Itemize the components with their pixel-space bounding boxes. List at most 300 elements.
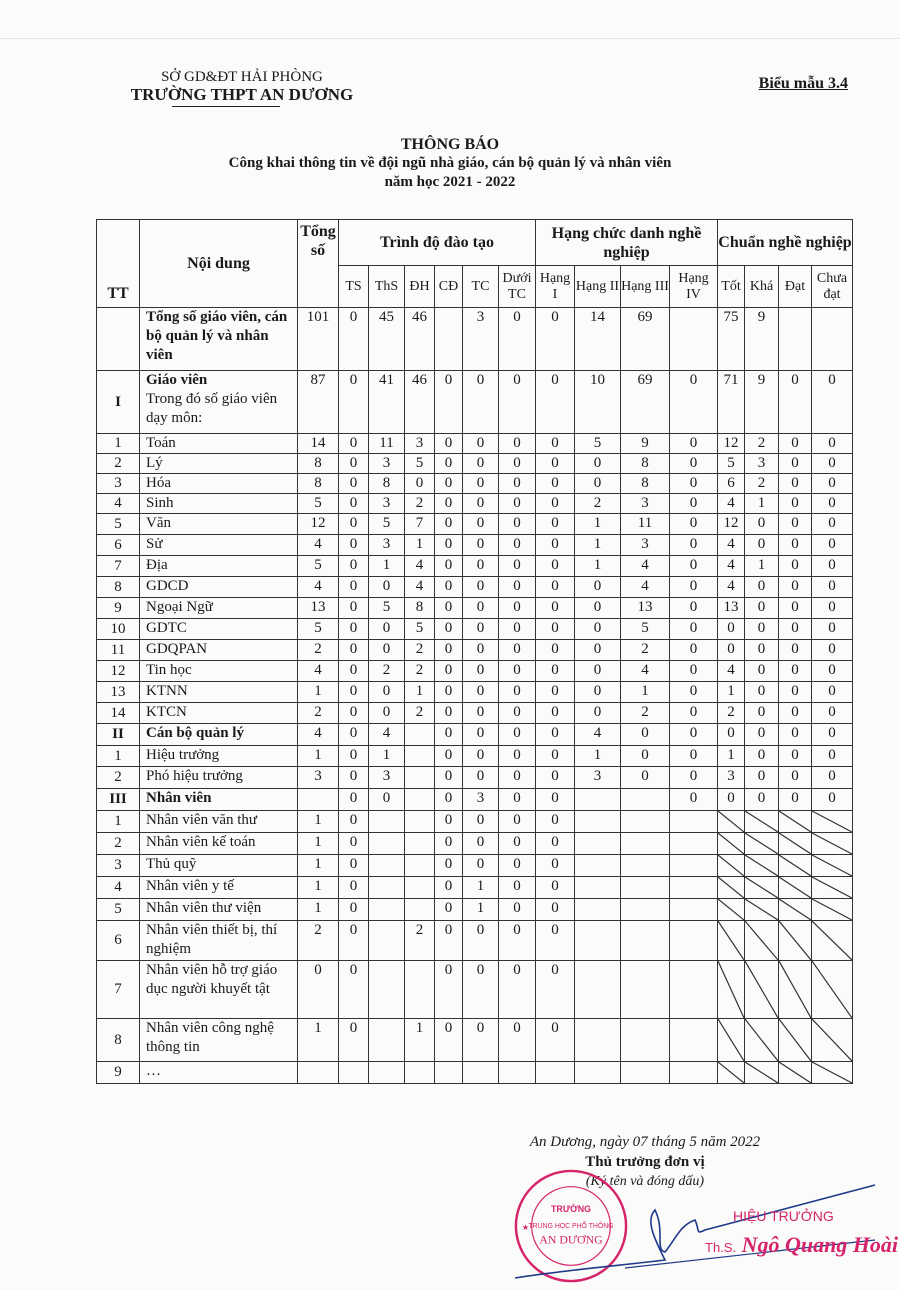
table-row [97, 833, 853, 855]
cell-value: 0 [745, 577, 779, 598]
cell-value: 0 [339, 454, 369, 474]
cell-value: 0 [779, 494, 812, 514]
strike-diagonal-icon [718, 921, 744, 960]
row-content [140, 619, 298, 640]
table-row [97, 661, 853, 682]
cell-value: 0 [745, 640, 779, 661]
row-content [140, 1062, 298, 1084]
strike-diagonal-icon [718, 855, 744, 876]
header-rank-4: Hạng IV [670, 266, 718, 308]
cell-value: 0 [536, 535, 575, 556]
cell-value: 0 [499, 703, 536, 724]
row-index: 6 [97, 921, 140, 961]
cell-value: 0 [435, 767, 463, 789]
cell-value: 0 [718, 640, 745, 661]
cell-value: 2 [405, 703, 435, 724]
cell-value: 6 [718, 474, 745, 494]
cell-value: 0 [779, 434, 812, 454]
cell-value: 14 [575, 308, 621, 371]
cell-value: 0 [575, 619, 621, 640]
cell-value: 0 [499, 661, 536, 682]
cell-value: 0 [670, 661, 718, 682]
strike-diagonal-icon [718, 1062, 744, 1083]
cell-value: 0 [463, 434, 499, 454]
cell-value: 9 [745, 371, 779, 434]
strike-diagonal-icon [812, 1019, 852, 1061]
cell-value: 0 [435, 535, 463, 556]
cell-value: 2 [405, 640, 435, 661]
cell-value: 0 [536, 619, 575, 640]
cell-value: 0 [369, 682, 405, 703]
row-content [140, 682, 298, 703]
stamp-title: HIỆU TRƯỞNG [733, 1208, 834, 1224]
table-row [97, 703, 853, 724]
cell-value: 0 [812, 789, 853, 811]
school-underline [172, 106, 280, 107]
cell-value: 13 [298, 598, 339, 619]
cell-value [405, 899, 435, 921]
cell-value: 0 [435, 1019, 463, 1062]
cell-value: 10 [575, 371, 621, 434]
table-row [97, 577, 853, 598]
cell-value: 0 [369, 619, 405, 640]
row-content [140, 661, 298, 682]
cell-value: 0 [463, 724, 499, 746]
cell-value: 0 [463, 682, 499, 703]
cell-value: 0 [745, 724, 779, 746]
cell-value: 4 [575, 724, 621, 746]
cell-value: 0 [499, 789, 536, 811]
cell-value: 0 [298, 961, 339, 1019]
cell-value: 0 [463, 556, 499, 577]
header-fail: Chưa đạt [812, 266, 853, 308]
cell-value: 3 [369, 535, 405, 556]
cell-value: 4 [621, 661, 670, 682]
cell-value: 0 [435, 661, 463, 682]
cell-value: 0 [670, 703, 718, 724]
header-below-tc: Dưới TC [499, 266, 536, 308]
row-index: 5 [97, 899, 140, 921]
header-rank-2: Hạng II [575, 266, 621, 308]
cell-value [621, 961, 670, 1019]
cell-value: 13 [621, 598, 670, 619]
table-row [97, 434, 853, 454]
row-content-label: Giáo viên [146, 372, 208, 388]
row-index: 6 [97, 535, 140, 556]
cell-value: 0 [435, 746, 463, 767]
cell-value: 0 [812, 598, 853, 619]
cell-value: 0 [779, 454, 812, 474]
cell-value [812, 855, 853, 877]
cell-value [812, 921, 853, 961]
cell-value: 0 [339, 877, 369, 899]
strike-diagonal-icon [745, 855, 778, 876]
cell-value: 2 [405, 661, 435, 682]
table-row [97, 682, 853, 703]
cell-value: 0 [499, 454, 536, 474]
cell-value: 0 [536, 961, 575, 1019]
cell-value: 0 [463, 746, 499, 767]
table-row [97, 961, 853, 1019]
cell-value: 0 [339, 640, 369, 661]
cell-value: 5 [298, 494, 339, 514]
cell-value: 4 [621, 577, 670, 598]
cell-value [405, 833, 435, 855]
cell-value: 3 [369, 767, 405, 789]
sign-note: (Ký tên và đóng dấu) [585, 1174, 705, 1189]
cell-value: 0 [536, 474, 575, 494]
row-content-label: KTNN [146, 683, 188, 699]
cell-value: 0 [670, 474, 718, 494]
cell-value [499, 1062, 536, 1084]
cell-value: 0 [812, 535, 853, 556]
cell-value: 8 [298, 474, 339, 494]
row-content-label: Sinh [146, 495, 174, 511]
cell-value: 8 [405, 598, 435, 619]
cell-value: 0 [536, 1019, 575, 1062]
cell-value: 0 [435, 371, 463, 434]
cell-value [670, 833, 718, 855]
cell-value [369, 921, 405, 961]
cell-value: 0 [779, 371, 812, 434]
cell-value: 0 [812, 767, 853, 789]
cell-value [621, 899, 670, 921]
strike-diagonal-icon [779, 921, 811, 960]
cell-value: 0 [339, 833, 369, 855]
row-content [140, 454, 298, 474]
cell-value: 0 [812, 661, 853, 682]
cell-value: 0 [499, 556, 536, 577]
cell-value: 0 [499, 494, 536, 514]
cell-value: 0 [499, 1019, 536, 1062]
row-content [140, 514, 298, 535]
cell-value: 0 [369, 789, 405, 811]
cell-value: 5 [298, 556, 339, 577]
strike-diagonal-icon [745, 833, 778, 854]
cell-value [779, 308, 812, 371]
row-content [140, 899, 298, 921]
strike-diagonal-icon [718, 899, 744, 920]
cell-value: 11 [621, 514, 670, 535]
cell-value: 0 [463, 535, 499, 556]
cell-value [718, 899, 745, 921]
cell-value: 0 [499, 619, 536, 640]
cell-value: 3 [463, 789, 499, 811]
cell-value [670, 811, 718, 833]
cell-value: 0 [779, 556, 812, 577]
cell-value: 4 [369, 724, 405, 746]
cell-value [575, 789, 621, 811]
row-content-label: GDTC [146, 620, 187, 636]
svg-text:★: ★ [521, 1222, 529, 1232]
cell-value: 0 [339, 767, 369, 789]
row-content-label: Tổng số giáo viên, cán bộ quản lý và nhân viên [146, 309, 288, 363]
cell-value: 0 [499, 598, 536, 619]
cell-value: 0 [779, 577, 812, 598]
cell-value: 0 [745, 789, 779, 811]
row-content [140, 494, 298, 514]
cell-value [621, 789, 670, 811]
cell-value: 0 [339, 921, 369, 961]
cell-value: 2 [745, 474, 779, 494]
cell-value: 0 [463, 474, 499, 494]
cell-value: 0 [779, 682, 812, 703]
strike-diagonal-icon [812, 961, 852, 1018]
cell-value: 0 [718, 724, 745, 746]
cell-value: 0 [435, 494, 463, 514]
cell-value: 0 [499, 371, 536, 434]
cell-value: 3 [575, 767, 621, 789]
row-content-label: Tin học [146, 662, 192, 678]
cell-value [779, 921, 812, 961]
table-row [97, 598, 853, 619]
cell-value: 0 [536, 877, 575, 899]
row-content [140, 767, 298, 789]
cell-value: 0 [435, 703, 463, 724]
cell-value: 1 [718, 682, 745, 703]
cell-value [745, 811, 779, 833]
cell-value: 11 [369, 434, 405, 454]
cell-value: 4 [621, 556, 670, 577]
cell-value: 1 [575, 514, 621, 535]
row-index [97, 308, 140, 371]
cell-value: 0 [745, 514, 779, 535]
table-row [97, 767, 853, 789]
row-index: 8 [97, 1019, 140, 1062]
stamp-signer [705, 1232, 898, 1258]
row-content-label: Lý [146, 455, 163, 471]
cell-value: 45 [369, 308, 405, 371]
cell-value: 0 [499, 746, 536, 767]
cell-value: 0 [435, 811, 463, 833]
cell-value: 1 [369, 556, 405, 577]
cell-value: 0 [435, 640, 463, 661]
cell-value: 0 [463, 921, 499, 961]
cell-value [718, 877, 745, 899]
cell-value: 69 [621, 371, 670, 434]
cell-value: 12 [298, 514, 339, 535]
cell-value: 0 [339, 577, 369, 598]
cell-value [369, 1019, 405, 1062]
cell-value [779, 961, 812, 1019]
table-row [97, 724, 853, 746]
cell-value: 0 [499, 682, 536, 703]
svg-text:AN DƯƠNG: AN DƯƠNG [539, 1232, 603, 1247]
row-index: 4 [97, 877, 140, 899]
cell-value: 0 [779, 767, 812, 789]
cell-value: 0 [812, 371, 853, 434]
cell-value: 0 [463, 855, 499, 877]
cell-value: 1 [575, 746, 621, 767]
department-name: SỞ GD&ĐT HẢI PHÒNG [161, 69, 323, 85]
cell-value: 0 [670, 789, 718, 811]
cell-value: 0 [575, 703, 621, 724]
cell-value: 0 [435, 833, 463, 855]
cell-value [575, 855, 621, 877]
strike-diagonal-icon [812, 855, 852, 876]
cell-value [621, 1019, 670, 1062]
row-content [140, 811, 298, 833]
row-content-label: Nhân viên kế toán [146, 834, 256, 850]
document-title [0, 135, 900, 192]
cell-value: 0 [670, 724, 718, 746]
cell-value: 1 [621, 682, 670, 703]
cell-value [405, 746, 435, 767]
cell-value: 0 [536, 703, 575, 724]
table-row [97, 308, 853, 371]
cell-value: 0 [536, 724, 575, 746]
row-content [140, 703, 298, 724]
cell-value [745, 1062, 779, 1084]
cell-value: 5 [405, 619, 435, 640]
row-index: 7 [97, 556, 140, 577]
strike-diagonal-icon [718, 961, 744, 1018]
strike-diagonal-icon [745, 1019, 778, 1061]
row-content-label: Phó hiệu trưởng [146, 768, 243, 784]
cell-value [779, 899, 812, 921]
row-content-label: Nhân viên văn thư [146, 812, 258, 828]
cell-value [745, 1019, 779, 1062]
row-index: 3 [97, 855, 140, 877]
cell-value: 0 [463, 514, 499, 535]
cell-value [812, 1019, 853, 1062]
cell-value [575, 833, 621, 855]
table-row [97, 899, 853, 921]
cell-value: 1 [298, 746, 339, 767]
cell-value: 0 [499, 767, 536, 789]
cell-value: 0 [463, 577, 499, 598]
cell-value: 12 [718, 514, 745, 535]
cell-value: 0 [575, 661, 621, 682]
cell-value: 0 [435, 598, 463, 619]
cell-value [369, 833, 405, 855]
cell-value: 0 [463, 661, 499, 682]
cell-value [339, 1062, 369, 1084]
cell-value [718, 855, 745, 877]
table-row [97, 921, 853, 961]
row-index: 14 [97, 703, 140, 724]
cell-value: 0 [812, 703, 853, 724]
cell-value: 0 [621, 746, 670, 767]
strike-diagonal-icon [745, 1062, 778, 1083]
cell-value [718, 961, 745, 1019]
row-index: 12 [97, 661, 140, 682]
cell-value: 0 [435, 682, 463, 703]
row-index: 9 [97, 598, 140, 619]
header-tc: TC [463, 266, 499, 308]
cell-value: 0 [463, 494, 499, 514]
cell-value: 69 [621, 308, 670, 371]
cell-value: 0 [536, 514, 575, 535]
cell-value: 5 [369, 514, 405, 535]
header-cd: CĐ [435, 266, 463, 308]
place-date: An Dương, ngày 07 tháng 5 năm 2022 [529, 1134, 761, 1150]
row-content [140, 598, 298, 619]
row-content [140, 833, 298, 855]
cell-value: 2 [621, 640, 670, 661]
cell-value: 0 [369, 640, 405, 661]
cell-value: 0 [499, 811, 536, 833]
cell-value: 0 [670, 454, 718, 474]
cell-value: 9 [621, 434, 670, 454]
row-content-sublabel: Trong đó số giáo viên dạy môn: [146, 391, 278, 426]
cell-value [405, 877, 435, 899]
cell-value: 0 [536, 855, 575, 877]
cell-value: 0 [812, 494, 853, 514]
cell-value: 0 [536, 454, 575, 474]
row-content-label: Địa [146, 557, 168, 573]
row-content [140, 577, 298, 598]
table-row [97, 619, 853, 640]
cell-value [670, 961, 718, 1019]
cell-value: 4 [405, 577, 435, 598]
cell-value: 0 [499, 535, 536, 556]
cell-value: 0 [339, 811, 369, 833]
cell-value: 1 [298, 899, 339, 921]
cell-value [745, 899, 779, 921]
row-index: 10 [97, 619, 140, 640]
cell-value: 0 [536, 767, 575, 789]
strike-diagonal-icon [718, 877, 744, 898]
header-rank-3: Hạng III [621, 266, 670, 308]
row-content [140, 371, 298, 434]
cell-value: 1 [745, 556, 779, 577]
row-index: 4 [97, 494, 140, 514]
cell-value: 46 [405, 371, 435, 434]
cell-value: 0 [339, 514, 369, 535]
cell-value: 0 [670, 598, 718, 619]
cell-value: 0 [499, 308, 536, 371]
cell-value: 0 [812, 746, 853, 767]
cell-value: 4 [405, 556, 435, 577]
cell-value: 46 [405, 308, 435, 371]
cell-value: 0 [499, 724, 536, 746]
cell-value: 0 [575, 598, 621, 619]
cell-value: 0 [812, 577, 853, 598]
table-row [97, 494, 853, 514]
cell-value: 0 [435, 921, 463, 961]
cell-value: 1 [298, 1019, 339, 1062]
cell-value: 1 [718, 746, 745, 767]
cell-value: 3 [405, 434, 435, 454]
cell-value: 0 [463, 767, 499, 789]
title-subtitle: Công khai thông tin về đội ngũ nhà giáo, cán bộ quản lý và nhân viên [228, 155, 672, 171]
cell-value: 8 [621, 454, 670, 474]
row-content-label: KTCN [146, 704, 187, 720]
cell-value: 0 [435, 877, 463, 899]
cell-value: 8 [298, 454, 339, 474]
cell-value: 5 [575, 434, 621, 454]
cell-value: 1 [369, 746, 405, 767]
cell-value: 0 [339, 619, 369, 640]
cell-value: 0 [536, 640, 575, 661]
cell-value [435, 308, 463, 371]
row-content [140, 556, 298, 577]
cell-value: 0 [670, 514, 718, 535]
cell-value: 0 [670, 434, 718, 454]
row-content-label: Nhân viên hỗ trợ giáo dục người khuyết tật [146, 962, 278, 997]
cell-value: 4 [718, 577, 745, 598]
cell-value: 0 [745, 619, 779, 640]
cell-value: 13 [718, 598, 745, 619]
cell-value: 1 [575, 556, 621, 577]
cell-value [670, 855, 718, 877]
cell-value: 0 [745, 682, 779, 703]
cell-value: 14 [298, 434, 339, 454]
row-index: II [97, 724, 140, 746]
cell-value: 0 [499, 514, 536, 535]
cell-value: 0 [435, 724, 463, 746]
